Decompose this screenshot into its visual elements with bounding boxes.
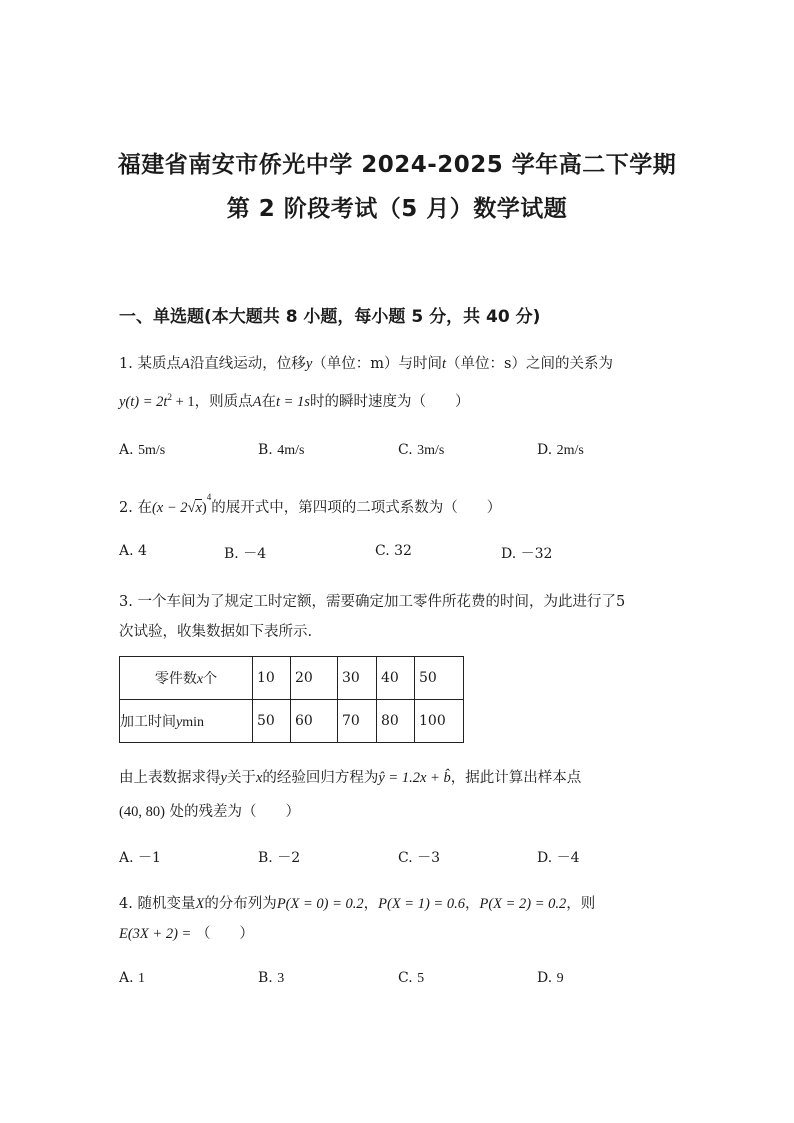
title-line-1: 福建省南安市侨光中学 2024-2025 学年高二下学期 bbox=[117, 152, 677, 178]
q1-text: 沿直线运动，位移 bbox=[189, 356, 306, 372]
q1-text: 某质点 bbox=[137, 356, 181, 372]
table-row bbox=[120, 657, 464, 700]
q2-number: 2. bbox=[119, 500, 133, 516]
sqrt-icon: √ bbox=[187, 500, 196, 516]
q1-text: ，则质点 bbox=[194, 394, 253, 410]
table-cell: 80 bbox=[377, 700, 415, 743]
q2-option-a: A. 4 bbox=[119, 543, 147, 559]
q2-sqrt-argument: x bbox=[195, 500, 202, 516]
q1-line-1 bbox=[119, 352, 613, 373]
q3-option-d: D. －4 bbox=[537, 850, 580, 866]
q1-option-a: A. 5m/s bbox=[119, 442, 166, 458]
q2-power: 4 bbox=[206, 492, 212, 503]
table-header-cell: 零件数x个 bbox=[120, 657, 253, 700]
table-cell: 40 bbox=[377, 657, 415, 700]
q4-line-2: E(3X + 2) = （ ） bbox=[119, 926, 254, 942]
q1-text: （单位：s）之间的关系为 bbox=[446, 356, 613, 372]
q3-data-table bbox=[119, 656, 464, 743]
table-cell: 30 bbox=[338, 657, 377, 700]
q2-expression-close: ) bbox=[201, 500, 207, 516]
q3-line-1 bbox=[119, 590, 625, 611]
q3-sample-point: (40, 80) bbox=[119, 804, 165, 820]
q3-regression-equation: ŷ = 1.2x + b̂ bbox=[378, 770, 451, 786]
q4-expectation: E(3X + 2) = bbox=[119, 926, 192, 942]
table-cell: 100 bbox=[415, 700, 464, 743]
q3-option-a: A. －1 bbox=[119, 850, 161, 866]
q2-text: 的展开式中，第四项的二项式系数为（ ） bbox=[211, 500, 502, 516]
q1-text: 时的瞬时速度为（ ） bbox=[309, 394, 470, 410]
q2-option-c: C. 32 bbox=[375, 543, 412, 559]
table-cell: 50 bbox=[253, 700, 291, 743]
section-heading: 一、单选题(本大题共 8 小题，每小题 5 分，共 40 分) bbox=[119, 307, 541, 327]
q1-formula-tail: + 1 bbox=[171, 394, 195, 410]
table-row bbox=[120, 700, 464, 743]
q1-formula: y(t) = 2t bbox=[119, 394, 168, 410]
q4-option-d: D. 9 bbox=[537, 970, 564, 986]
q4-option-c: C. 5 bbox=[398, 970, 425, 986]
q1-line-2 bbox=[119, 390, 469, 411]
q1-number: 1. bbox=[119, 356, 133, 372]
table-cell: 50 bbox=[415, 657, 464, 700]
q2-text: 在 bbox=[137, 500, 152, 516]
q1-text: （单位：m）与时间 bbox=[312, 356, 442, 372]
q4-option-b: B. 3 bbox=[258, 970, 285, 986]
table-cell: 10 bbox=[253, 657, 291, 700]
q3-option-b: B. －2 bbox=[258, 850, 301, 866]
q3-text: 一个车间为了规定工时定额，需要确定加工零件所花费的时间，为此进行了5 bbox=[137, 594, 626, 610]
q1-var-t: t bbox=[442, 356, 447, 372]
q3-line-2: 次试验，收集数据如下表所示. bbox=[119, 624, 313, 640]
q4-number: 4. bbox=[119, 896, 133, 912]
q3-line-4: (40, 80) 处的残差为（ ） bbox=[119, 804, 301, 820]
q2-expression: (x − 2 bbox=[151, 500, 188, 516]
q3-number: 3. bbox=[119, 594, 133, 610]
q1-option-b: B. 4m/s bbox=[258, 442, 305, 458]
q3-line-3: 由上表数据求得y关于x的经验回归方程为ŷ = 1.2x + b̂，据此计算出样本点 bbox=[119, 770, 582, 786]
q1-condition: t = 1s bbox=[275, 394, 310, 410]
q4-line-1: 4. 随机变量X的分布列为P(X = 0) = 0.2，P(X = 1) = 0.6，P(X = 2) = 0.2，则 bbox=[119, 896, 596, 912]
q1-var-A: A bbox=[180, 356, 190, 372]
q4-option-a: A. 1 bbox=[119, 970, 146, 986]
table-cell: 20 bbox=[291, 657, 338, 700]
q1-var-y: y bbox=[305, 356, 313, 372]
q1-exponent: 2 bbox=[167, 392, 172, 403]
table-header-cell: 加工时间ymin bbox=[120, 700, 253, 743]
table-cell: 70 bbox=[338, 700, 377, 743]
q1-text: 在 bbox=[261, 394, 276, 410]
q2-option-d: D. －32 bbox=[501, 546, 553, 562]
q2-line bbox=[119, 492, 502, 517]
title-line-2: 第 2 阶段考试（5 月）数学试题 bbox=[226, 196, 568, 222]
table-cell: 60 bbox=[291, 700, 338, 743]
q1-option-c: C. 3m/s bbox=[398, 442, 445, 458]
q1-var-A: A bbox=[252, 394, 262, 410]
q3-option-c: C. －3 bbox=[398, 850, 441, 866]
q2-option-b: B. －4 bbox=[224, 546, 267, 562]
q1-option-d: D. 2m/s bbox=[537, 442, 584, 458]
